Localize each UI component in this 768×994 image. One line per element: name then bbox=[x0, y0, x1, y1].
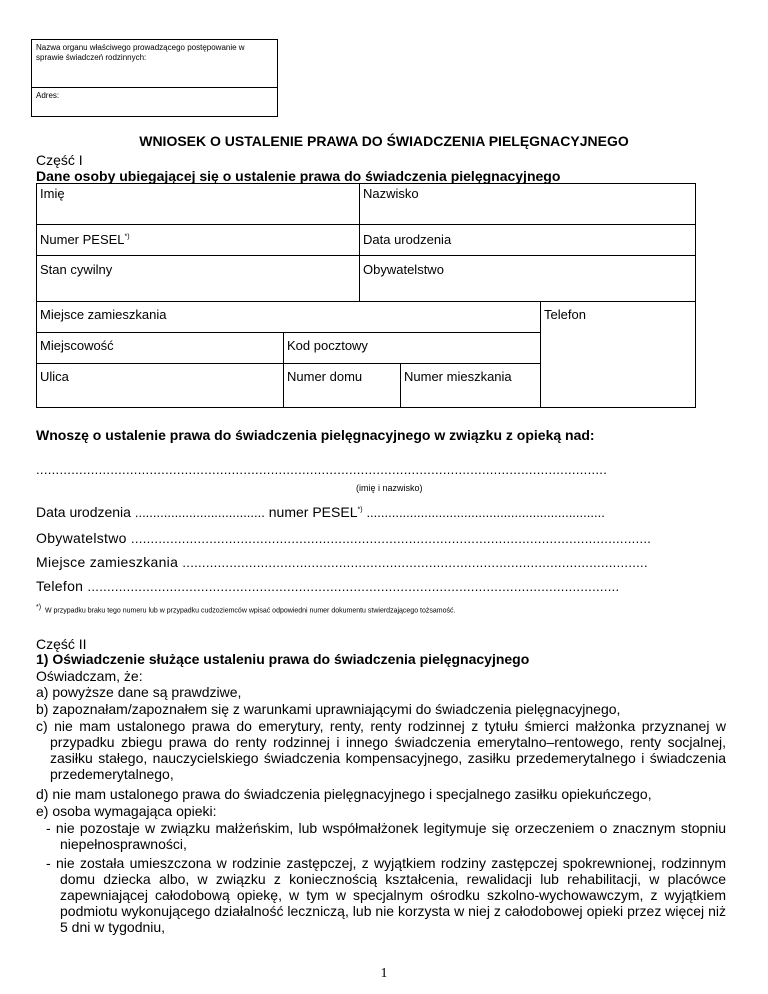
apartment-number-field[interactable] bbox=[400, 363, 541, 408]
cared-birth-date-label: Data urodzenia bbox=[36, 504, 131, 520]
postal-code-field[interactable] bbox=[283, 332, 541, 364]
declaration-item-a: a) powyższe dane są prawdziwe, bbox=[36, 684, 242, 700]
request-statement: Wnoszę o ustalenie prawa do świadczenia pielęgnacyjnego w związku z opieką nad: bbox=[36, 427, 595, 443]
pesel-field[interactable] bbox=[36, 224, 360, 256]
marital-status-field[interactable] bbox=[36, 255, 360, 302]
name-hint: (imię i nazwisko) bbox=[356, 483, 423, 493]
last-name-label: Nazwisko bbox=[363, 186, 419, 201]
street-label: Ulica bbox=[40, 369, 69, 384]
authority-name-label: Nazwa organu właściwego prowadzącego postępowanie w sprawie świadczeń rodzinnych: bbox=[36, 43, 245, 62]
cared-pesel-mark: *) bbox=[357, 506, 363, 514]
authority-address-field[interactable] bbox=[32, 88, 277, 104]
first-name-field[interactable] bbox=[36, 183, 360, 225]
phone-label: Telefon bbox=[544, 307, 586, 322]
footnote bbox=[36, 604, 455, 614]
birth-date-label: Data urodzenia bbox=[363, 232, 452, 247]
part1-heading: Dane osoby ubiegającej się o ustalenie prawa do świadczenia pielęgnacyjnego bbox=[36, 168, 561, 184]
declaration-intro: Oświadczam, że: bbox=[36, 668, 143, 684]
last-name-field[interactable] bbox=[359, 183, 696, 225]
declaration-item-e: e) osoba wymagająca opieki: bbox=[36, 803, 217, 819]
phone-field[interactable] bbox=[540, 301, 696, 408]
declaration-subitem-1: - nie pozostaje w związku małżeńskim, lub współmałżonek legitymuje się orzeczeniem o znacznym stopniu niepełnosprawności, bbox=[46, 820, 726, 852]
form-title: WNIOSEK O USTALENIE PRAWA DO ŚWIADCZENIA PIELĘGNACYJNEGO bbox=[139, 133, 629, 149]
residence-label: Miejsce zamieszkania bbox=[40, 307, 167, 322]
cared-citizenship-label: Obywatelstwo bbox=[36, 530, 127, 546]
footnote-text: W przypadku braku tego numeru lub w przypadku cudzoziemców wpisać odpowiedni numer dokumentu stwierdzającego tożsamość. bbox=[44, 607, 456, 615]
page-number: 1 bbox=[380, 966, 388, 981]
cared-person-name-line[interactable]: .................................................................................................................................................. bbox=[36, 462, 608, 477]
pesel-label: Numer PESEL bbox=[40, 232, 125, 247]
cared-citizenship-line[interactable]: Obywatelstwo ..................................................................................................................................... bbox=[36, 530, 652, 546]
cared-residence-label: Miejsce zamieszkania bbox=[36, 554, 179, 570]
cared-phone-line[interactable]: Telefon ........................................................................................................................................ bbox=[36, 578, 620, 594]
postal-code-label: Kod pocztowy bbox=[287, 338, 368, 353]
house-number-field[interactable] bbox=[283, 363, 401, 408]
declaration-item-d: d) nie mam ustalonego prawa do świadczenia pielęgnacyjnego i specjalnego zasiłku opiekuńczego, bbox=[36, 786, 652, 802]
declaration-item-c: c) nie mam ustalonego prawa do emerytury, renty, renty rodzinnej z tytułu śmierci małżonka przyznanej w przypadku zbiegu prawa do renty rodzinnej i innego świadczenia emerytalno–rentowego, renty socjalnej, zasiłku stałego, nauczycielskiego świadczenia kompensacyjnego, zasiłku przedemerytalnego i świadczenia przedemerytalnego, bbox=[36, 718, 726, 782]
cared-residence-line[interactable]: Miejsce zamieszkania ....................................................................................................................... bbox=[36, 554, 648, 570]
house-number-label: Numer domu bbox=[287, 369, 363, 384]
authority-address-label: Adres: bbox=[36, 91, 60, 100]
authority-name-field[interactable] bbox=[32, 40, 277, 88]
part1-label: Część I bbox=[36, 152, 83, 168]
first-name-label: Imię bbox=[40, 186, 65, 201]
birth-date-field[interactable] bbox=[359, 224, 696, 256]
residence-header bbox=[36, 301, 541, 333]
city-field[interactable] bbox=[36, 332, 284, 364]
pesel-footnote-mark: *) bbox=[124, 233, 130, 241]
marital-status-label: Stan cywilny bbox=[40, 262, 113, 277]
citizenship-field[interactable] bbox=[359, 255, 696, 302]
apartment-number-label: Numer mieszkania bbox=[404, 369, 512, 384]
cared-person-birth-pesel-line[interactable]: Data urodzenia .................................... numer PESEL*) .................................................................. bbox=[36, 504, 605, 520]
cared-pesel-label: numer PESEL bbox=[268, 504, 358, 520]
footnote-mark: *) bbox=[36, 604, 42, 611]
cared-phone-label: Telefon bbox=[36, 578, 84, 594]
part2-label: Część II bbox=[36, 636, 87, 652]
part2-heading: 1) Oświadczenie służące ustaleniu prawa do świadczenia pielęgnacyjnego bbox=[36, 651, 530, 667]
street-field[interactable] bbox=[36, 363, 284, 408]
citizenship-label: Obywatelstwo bbox=[363, 262, 444, 277]
authority-box bbox=[31, 39, 278, 117]
declaration-subitem-2: - nie została umieszczona w rodzinie zastępczej, z wyjątkiem rodziny zastępczej spokrewnionej, rodzinnym domu dziecka albo, w związku z koniecznością kształcenia, rewalidacji lub rehabilitacji, w placówce zapewniającej całodobową opiekę, w tym w specjalnym ośrodku szkolno-wychowawczym, z wyjątkiem podmiotu wykonującego działalność leczniczą, lub nie korzysta w niej z całodobowej opieki przez więcej niż 5 dni w tygodniu, bbox=[46, 855, 726, 935]
declaration-item-b: b) zapoznałam/zapoznałem się z warunkami uprawniającymi do świadczenia pielęgnacyjnego, bbox=[36, 701, 621, 717]
city-label: Miejscowość bbox=[40, 338, 114, 353]
